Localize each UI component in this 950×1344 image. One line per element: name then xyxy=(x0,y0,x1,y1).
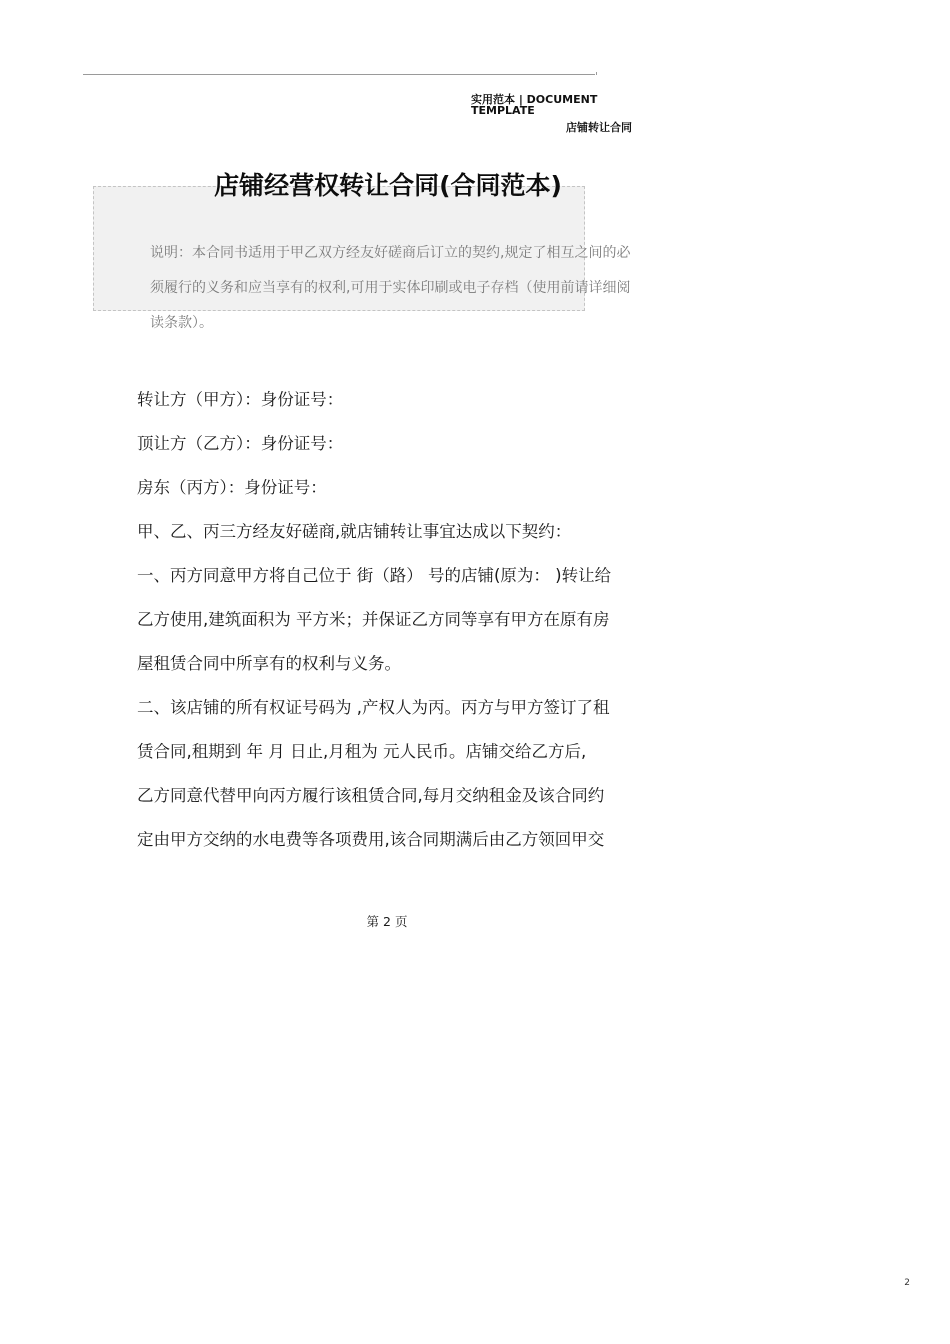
body-line: 屋租赁合同中所享有的权利与义务。 xyxy=(137,654,401,673)
body-line: 乙方同意代替甲向丙方履行该租赁合同,每月交纳租金及该合同约 xyxy=(137,786,605,805)
body-line: 定由甲方交纳的水电费等各项费用,该合同期满后由乙方领回甲交 xyxy=(137,830,605,849)
body-line-agreement: 甲、乙、丙三方经友好磋商,就店铺转让事宜达成以下契约： xyxy=(137,522,572,541)
body-line-landlord: 房东（丙方）：身份证号： xyxy=(137,478,327,497)
header-subtitle: 店铺转让合同 xyxy=(566,121,632,134)
header-rule-end xyxy=(593,72,597,75)
body-line-party-a: 转让方（甲方）：身份证号： xyxy=(137,390,344,409)
document-note: 说明：本合同书适用于甲乙双方经友好磋商后订立的契约,规定了相互之间的必须履行的义务和应当享有的权利,可用于实体印刷或电子存档（使用前请详细阅读条款）。 xyxy=(150,245,631,331)
header-rule xyxy=(83,74,595,75)
body-line-party-b: 顶让方（乙方）：身份证号： xyxy=(137,434,344,453)
header-brand: 实用范本 | DOCUMENT TEMPLATE xyxy=(471,93,598,117)
body-line: 赁合同,租期到 年 月 日止,月租为 元人民币。店铺交给乙方后, xyxy=(137,742,587,761)
body-line: 乙方使用,建筑面积为 平方米；并保证乙方同等享有甲方在原有房 xyxy=(137,610,610,629)
page-label: 第 2 页 xyxy=(366,914,408,929)
document-title: 店铺经营权转让合同(合同范本) xyxy=(214,171,562,200)
body-line: 一、丙方同意甲方将自己位于 街（路） 号的店铺(原为： )转让给 xyxy=(137,566,612,585)
page-number: 2 xyxy=(904,1278,910,1288)
document-body xyxy=(137,378,637,862)
body-line: 二、该店铺的所有权证号码为 ,产权人为丙。丙方与甲方签订了租 xyxy=(137,698,610,717)
